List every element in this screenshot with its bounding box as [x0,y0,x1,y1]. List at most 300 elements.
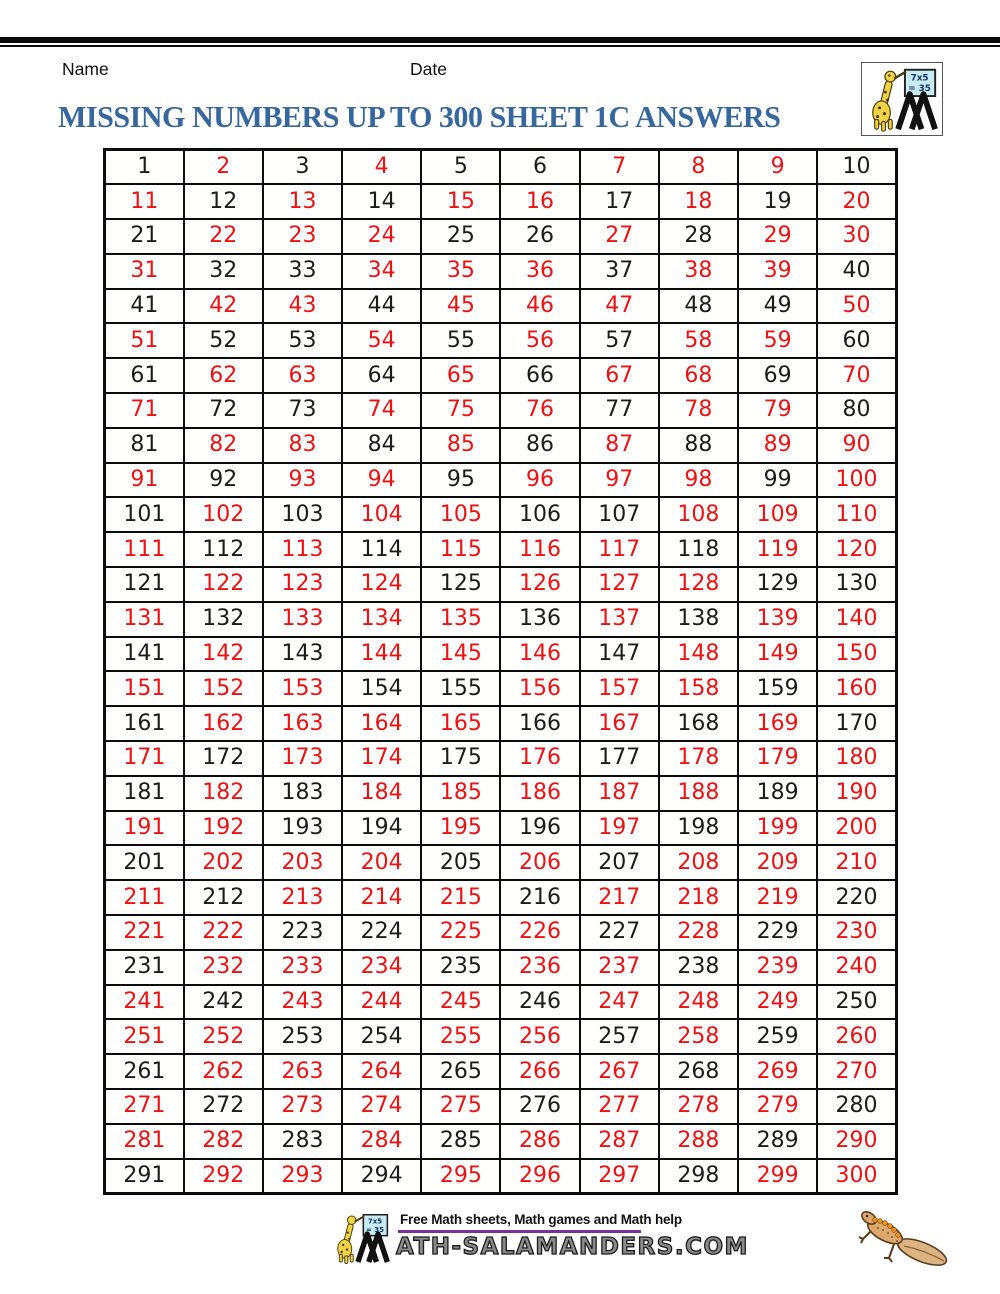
grid-cell-253: 253 [263,1019,342,1054]
grid-cell-229: 229 [738,915,817,950]
grid-cell-163: 163 [263,706,342,741]
grid-cell-254: 254 [342,1019,421,1054]
grid-row [105,150,897,185]
grid-cell-88: 88 [659,428,738,463]
page-title: MISSING NUMBERS UP TO 300 SHEET 1C ANSWERS [58,99,781,134]
grid-cell-242: 242 [184,985,263,1020]
grid-cell-65: 65 [421,358,500,393]
grid-cell-19: 19 [738,184,817,219]
grid-row [105,602,897,637]
grid-cell-129: 129 [738,567,817,602]
grid-cell-138: 138 [659,602,738,637]
grid-cell-70: 70 [817,358,896,393]
grid-row [105,706,897,741]
grid-cell-206: 206 [500,845,579,880]
grid-cell-48: 48 [659,289,738,324]
grid-cell-219: 219 [738,880,817,915]
grid-cell-178: 178 [659,741,738,776]
grid-cell-153: 153 [263,671,342,706]
grid-cell-111: 111 [105,532,184,567]
grid-cell-235: 235 [421,950,500,985]
grid-cell-108: 108 [659,497,738,532]
footer [330,1209,749,1267]
grid-row [105,323,897,358]
grid-cell-78: 78 [659,393,738,428]
grid-cell-105: 105 [421,497,500,532]
grid-cell-51: 51 [105,323,184,358]
grid-cell-165: 165 [421,706,500,741]
grid-cell-114: 114 [342,532,421,567]
grid-cell-56: 56 [500,323,579,358]
grid-cell-150: 150 [817,637,896,672]
grid-cell-140: 140 [817,602,896,637]
grid-cell-102: 102 [184,497,263,532]
grid-cell-211: 211 [105,880,184,915]
grid-cell-196: 196 [500,811,579,846]
grid-cell-177: 177 [580,741,659,776]
grid-cell-245: 245 [421,985,500,1020]
grid-cell-131: 131 [105,602,184,637]
grid-cell-136: 136 [500,602,579,637]
grid-row [105,393,897,428]
grid-row [105,845,897,880]
grid-cell-182: 182 [184,776,263,811]
board-line2: = 35 [908,84,931,95]
grid-cell-143: 143 [263,637,342,672]
grid-cell-121: 121 [105,567,184,602]
grid-cell-103: 103 [263,497,342,532]
grid-row [105,567,897,602]
number-grid-body [105,150,897,1194]
grid-cell-284: 284 [342,1124,421,1159]
grid-cell-17: 17 [580,184,659,219]
grid-cell-135: 135 [421,602,500,637]
grid-cell-220: 220 [817,880,896,915]
grid-cell-67: 67 [580,358,659,393]
grid-cell-55: 55 [421,323,500,358]
grid-row [105,219,897,254]
grid-cell-77: 77 [580,393,659,428]
grid-cell-208: 208 [659,845,738,880]
grid-cell-154: 154 [342,671,421,706]
grid-cell-32: 32 [184,254,263,289]
grid-cell-94: 94 [342,463,421,498]
grid-cell-74: 74 [342,393,421,428]
grid-cell-97: 97 [580,463,659,498]
grid-cell-179: 179 [738,741,817,776]
grid-cell-11: 11 [105,184,184,219]
grid-cell-96: 96 [500,463,579,498]
grid-row [105,1019,897,1054]
grid-cell-44: 44 [342,289,421,324]
grid-cell-183: 183 [263,776,342,811]
svg-text:= 35: = 35 [365,1225,384,1234]
grid-cell-193: 193 [263,811,342,846]
grid-cell-289: 289 [738,1124,817,1159]
grid-cell-265: 265 [421,1054,500,1089]
grid-row [105,463,897,498]
grid-cell-151: 151 [105,671,184,706]
grid-row [105,671,897,706]
grid-row [105,741,897,776]
grid-cell-243: 243 [263,985,342,1020]
grid-cell-29: 29 [738,219,817,254]
grid-cell-64: 64 [342,358,421,393]
grid-cell-258: 258 [659,1019,738,1054]
grid-cell-12: 12 [184,184,263,219]
grid-row [105,637,897,672]
grid-cell-210: 210 [817,845,896,880]
grid-cell-92: 92 [184,463,263,498]
grid-row [105,1054,897,1089]
grid-cell-174: 174 [342,741,421,776]
grid-cell-3: 3 [263,150,342,185]
grid-cell-290: 290 [817,1124,896,1159]
grid-row [105,532,897,567]
grid-cell-274: 274 [342,1089,421,1124]
grid-cell-47: 47 [580,289,659,324]
grid-cell-85: 85 [421,428,500,463]
grid-cell-38: 38 [659,254,738,289]
grid-cell-72: 72 [184,393,263,428]
grid-cell-43: 43 [263,289,342,324]
grid-cell-158: 158 [659,671,738,706]
grid-cell-256: 256 [500,1019,579,1054]
grid-cell-61: 61 [105,358,184,393]
grid-cell-133: 133 [263,602,342,637]
grid-cell-161: 161 [105,706,184,741]
grid-cell-237: 237 [580,950,659,985]
grid-cell-172: 172 [184,741,263,776]
grid-cell-16: 16 [500,184,579,219]
grid-row [105,497,897,532]
grid-cell-230: 230 [817,915,896,950]
grid-cell-33: 33 [263,254,342,289]
grid-cell-207: 207 [580,845,659,880]
grid-cell-197: 197 [580,811,659,846]
grid-cell-192: 192 [184,811,263,846]
grid-cell-95: 95 [421,463,500,498]
grid-cell-76: 76 [500,393,579,428]
grid-cell-146: 146 [500,637,579,672]
grid-cell-40: 40 [817,254,896,289]
grid-cell-241: 241 [105,985,184,1020]
grid-cell-53: 53 [263,323,342,358]
grid-cell-155: 155 [421,671,500,706]
grid-cell-209: 209 [738,845,817,880]
board-line1: 7x5 [910,73,929,84]
grid-cell-27: 27 [580,219,659,254]
grid-cell-234: 234 [342,950,421,985]
grid-cell-36: 36 [500,254,579,289]
grid-row [105,950,897,985]
grid-cell-89: 89 [738,428,817,463]
grid-cell-4: 4 [342,150,421,185]
grid-cell-250: 250 [817,985,896,1020]
grid-cell-59: 59 [738,323,817,358]
grid-cell-123: 123 [263,567,342,602]
grid-cell-203: 203 [263,845,342,880]
grid-cell-280: 280 [817,1089,896,1124]
grid-cell-251: 251 [105,1019,184,1054]
svg-text:7x5: 7x5 [367,1217,383,1226]
grid-cell-50: 50 [817,289,896,324]
grid-cell-269: 269 [738,1054,817,1089]
grid-cell-185: 185 [421,776,500,811]
grid-cell-148: 148 [659,637,738,672]
footer-giraffe-m-icon [330,1209,392,1267]
grid-cell-39: 39 [738,254,817,289]
grid-cell-54: 54 [342,323,421,358]
grid-cell-296: 296 [500,1159,579,1194]
grid-cell-226: 226 [500,915,579,950]
grid-cell-238: 238 [659,950,738,985]
grid-cell-162: 162 [184,706,263,741]
grid-cell-126: 126 [500,567,579,602]
grid-cell-91: 91 [105,463,184,498]
grid-cell-159: 159 [738,671,817,706]
grid-cell-273: 273 [263,1089,342,1124]
grid-cell-249: 249 [738,985,817,1020]
grid-cell-246: 246 [500,985,579,1020]
grid-cell-283: 283 [263,1124,342,1159]
grid-cell-215: 215 [421,880,500,915]
grid-cell-201: 201 [105,845,184,880]
grid-cell-139: 139 [738,602,817,637]
grid-cell-149: 149 [738,637,817,672]
grid-cell-24: 24 [342,219,421,254]
grid-cell-120: 120 [817,532,896,567]
grid-cell-82: 82 [184,428,263,463]
grid-cell-202: 202 [184,845,263,880]
grid-cell-128: 128 [659,567,738,602]
grid-cell-216: 216 [500,880,579,915]
grid-cell-239: 239 [738,950,817,985]
grid-cell-22: 22 [184,219,263,254]
grid-cell-13: 13 [263,184,342,219]
grid-cell-268: 268 [659,1054,738,1089]
grid-cell-20: 20 [817,184,896,219]
grid-cell-28: 28 [659,219,738,254]
grid-cell-75: 75 [421,393,500,428]
grid-cell-166: 166 [500,706,579,741]
grid-cell-52: 52 [184,323,263,358]
grid-cell-224: 224 [342,915,421,950]
grid-cell-223: 223 [263,915,342,950]
grid-cell-187: 187 [580,776,659,811]
grid-cell-35: 35 [421,254,500,289]
grid-cell-189: 189 [738,776,817,811]
top-rule-thin [0,45,1000,47]
grid-row [105,776,897,811]
grid-cell-99: 99 [738,463,817,498]
grid-cell-23: 23 [263,219,342,254]
grid-cell-101: 101 [105,497,184,532]
footer-site-name: ATH-SALAMANDERS.COM [396,1234,749,1260]
grid-cell-184: 184 [342,776,421,811]
grid-cell-286: 286 [500,1124,579,1159]
grid-cell-275: 275 [421,1089,500,1124]
grid-cell-104: 104 [342,497,421,532]
grid-row [105,811,897,846]
grid-cell-228: 228 [659,915,738,950]
grid-cell-130: 130 [817,567,896,602]
grid-cell-225: 225 [421,915,500,950]
footer-tagline: Free Math sheets, Math games and Math help [400,1212,682,1227]
grid-cell-132: 132 [184,602,263,637]
grid-cell-80: 80 [817,393,896,428]
grid-cell-287: 287 [580,1124,659,1159]
grid-cell-257: 257 [580,1019,659,1054]
grid-row [105,880,897,915]
grid-cell-127: 127 [580,567,659,602]
grid-cell-141: 141 [105,637,184,672]
grid-cell-252: 252 [184,1019,263,1054]
top-rule-thick [0,37,1000,43]
grid-cell-14: 14 [342,184,421,219]
grid-cell-262: 262 [184,1054,263,1089]
grid-cell-255: 255 [421,1019,500,1054]
grid-cell-297: 297 [580,1159,659,1194]
grid-cell-266: 266 [500,1054,579,1089]
grid-row [105,428,897,463]
grid-row [105,254,897,289]
grid-cell-60: 60 [817,323,896,358]
grid-cell-147: 147 [580,637,659,672]
grid-cell-124: 124 [342,567,421,602]
grid-cell-8: 8 [659,150,738,185]
grid-cell-169: 169 [738,706,817,741]
grid-cell-112: 112 [184,532,263,567]
grid-cell-31: 31 [105,254,184,289]
grid-cell-261: 261 [105,1054,184,1089]
grid-cell-71: 71 [105,393,184,428]
grid-cell-73: 73 [263,393,342,428]
grid-cell-233: 233 [263,950,342,985]
grid-cell-125: 125 [421,567,500,602]
grid-cell-264: 264 [342,1054,421,1089]
grid-cell-270: 270 [817,1054,896,1089]
grid-cell-276: 276 [500,1089,579,1124]
grid-cell-57: 57 [580,323,659,358]
grid-cell-9: 9 [738,150,817,185]
grid-cell-107: 107 [580,497,659,532]
grid-cell-6: 6 [500,150,579,185]
grid-cell-157: 157 [580,671,659,706]
grid-cell-113: 113 [263,532,342,567]
grid-cell-117: 117 [580,532,659,567]
grid-cell-58: 58 [659,323,738,358]
grid-cell-25: 25 [421,219,500,254]
grid-cell-212: 212 [184,880,263,915]
grid-cell-30: 30 [817,219,896,254]
grid-cell-248: 248 [659,985,738,1020]
grid-cell-41: 41 [105,289,184,324]
grid-cell-180: 180 [817,741,896,776]
grid-cell-164: 164 [342,706,421,741]
grid-cell-188: 188 [659,776,738,811]
grid-cell-213: 213 [263,880,342,915]
grid-row [105,1124,897,1159]
grid-cell-2: 2 [184,150,263,185]
grid-cell-285: 285 [421,1124,500,1159]
grid-cell-170: 170 [817,706,896,741]
grid-cell-18: 18 [659,184,738,219]
grid-cell-100: 100 [817,463,896,498]
grid-cell-240: 240 [817,950,896,985]
grid-cell-49: 49 [738,289,817,324]
grid-row [105,1159,897,1194]
grid-cell-119: 119 [738,532,817,567]
grid-cell-116: 116 [500,532,579,567]
grid-cell-45: 45 [421,289,500,324]
grid-cell-194: 194 [342,811,421,846]
grid-cell-222: 222 [184,915,263,950]
grid-cell-106: 106 [500,497,579,532]
name-label: Name [62,59,109,79]
footer-purple-rule [398,1230,641,1233]
grid-cell-7: 7 [580,150,659,185]
grid-cell-204: 204 [342,845,421,880]
grid-cell-110: 110 [817,497,896,532]
grid-cell-278: 278 [659,1089,738,1124]
grid-cell-5: 5 [421,150,500,185]
grid-cell-81: 81 [105,428,184,463]
grid-cell-214: 214 [342,880,421,915]
grid-cell-115: 115 [421,532,500,567]
grid-cell-42: 42 [184,289,263,324]
grid-cell-294: 294 [342,1159,421,1194]
salamander-icon [856,1208,956,1272]
grid-cell-281: 281 [105,1124,184,1159]
grid-cell-199: 199 [738,811,817,846]
grid-cell-21: 21 [105,219,184,254]
grid-cell-175: 175 [421,741,500,776]
grid-cell-37: 37 [580,254,659,289]
grid-cell-282: 282 [184,1124,263,1159]
grid-cell-63: 63 [263,358,342,393]
grid-cell-137: 137 [580,602,659,637]
grid-cell-144: 144 [342,637,421,672]
grid-cell-295: 295 [421,1159,500,1194]
grid-cell-171: 171 [105,741,184,776]
grid-cell-198: 198 [659,811,738,846]
grid-cell-167: 167 [580,706,659,741]
grid-cell-259: 259 [738,1019,817,1054]
grid-row [105,289,897,324]
grid-cell-195: 195 [421,811,500,846]
grid-cell-90: 90 [817,428,896,463]
grid-cell-26: 26 [500,219,579,254]
grid-cell-272: 272 [184,1089,263,1124]
grid-cell-288: 288 [659,1124,738,1159]
grid-cell-200: 200 [817,811,896,846]
grid-cell-168: 168 [659,706,738,741]
grid-row [105,985,897,1020]
grid-cell-298: 298 [659,1159,738,1194]
grid-cell-79: 79 [738,393,817,428]
grid-cell-69: 69 [738,358,817,393]
grid-cell-260: 260 [817,1019,896,1054]
grid-cell-152: 152 [184,671,263,706]
grid-cell-271: 271 [105,1089,184,1124]
grid-cell-279: 279 [738,1089,817,1124]
grid-cell-181: 181 [105,776,184,811]
grid-cell-217: 217 [580,880,659,915]
grid-cell-62: 62 [184,358,263,393]
grid-cell-247: 247 [580,985,659,1020]
grid-cell-134: 134 [342,602,421,637]
